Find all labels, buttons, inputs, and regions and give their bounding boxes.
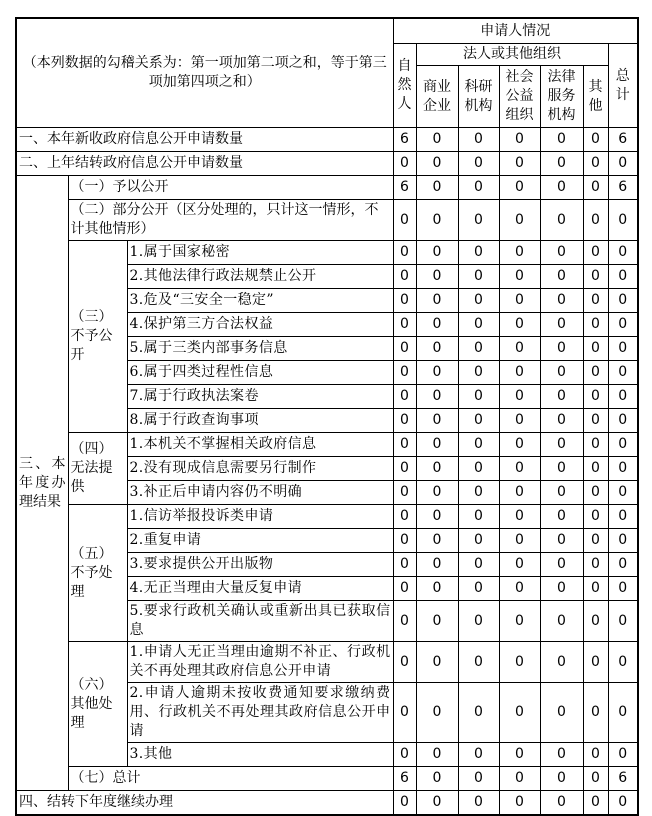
value-cell: 0 <box>499 743 540 767</box>
org-column-header-public-welfare: 社会公益组织 <box>499 66 540 128</box>
value-cell: 0 <box>458 683 499 743</box>
value-cell: 0 <box>499 457 540 481</box>
value-cell: 0 <box>458 577 499 601</box>
value-cell: 0 <box>499 289 540 313</box>
value-cell: 0 <box>540 241 583 265</box>
item-label-cell: 3.补正后申请内容仍不明确 <box>127 481 393 505</box>
value-cell: 0 <box>583 409 608 433</box>
value-cell: 0 <box>540 642 583 683</box>
value-cell: 0 <box>393 241 416 265</box>
group-label-cell: （二）部分公开（区分处理的，只计这一情形，不计其他情形） <box>68 200 393 241</box>
value-cell: 0 <box>393 289 416 313</box>
value-cell: 0 <box>608 361 638 385</box>
value-cell: 0 <box>583 313 608 337</box>
table-row <box>16 433 638 457</box>
value-cell: 0 <box>499 553 540 577</box>
value-cell: 0 <box>499 409 540 433</box>
value-cell: 0 <box>416 577 458 601</box>
value-cell: 0 <box>458 289 499 313</box>
value-cell: 0 <box>583 577 608 601</box>
value-cell: 0 <box>393 601 416 642</box>
value-cell: 0 <box>583 529 608 553</box>
value-cell: 0 <box>393 791 416 816</box>
value-cell: 0 <box>583 289 608 313</box>
value-cell: 6 <box>393 128 416 152</box>
value-cell: 0 <box>583 505 608 529</box>
item-label-cell: 3.其他 <box>127 743 393 767</box>
value-cell: 0 <box>540 457 583 481</box>
value-cell: 0 <box>393 433 416 457</box>
item-label-cell: 1.申请人无正当理由逾期不补正、行政机关不再处理其政府信息公开申请 <box>127 642 393 683</box>
group-label-cell: （五）不予处理 <box>68 505 127 642</box>
item-label-cell: 3.危及“三安全一稳定” <box>127 289 393 313</box>
value-cell: 0 <box>608 289 638 313</box>
value-cell: 6 <box>608 767 638 791</box>
value-cell: 0 <box>499 176 540 200</box>
value-cell: 0 <box>416 409 458 433</box>
value-cell: 0 <box>540 553 583 577</box>
value-cell: 6 <box>608 176 638 200</box>
value-cell: 0 <box>583 128 608 152</box>
value-cell: 0 <box>416 743 458 767</box>
value-cell: 0 <box>583 642 608 683</box>
value-cell: 0 <box>416 200 458 241</box>
value-cell: 0 <box>393 529 416 553</box>
group-label-cell: （六）其他处理 <box>68 642 127 767</box>
value-cell: 0 <box>458 200 499 241</box>
value-cell: 0 <box>583 200 608 241</box>
value-cell: 0 <box>416 529 458 553</box>
value-cell: 0 <box>540 152 583 176</box>
value-cell: 0 <box>393 457 416 481</box>
value-cell: 0 <box>583 553 608 577</box>
value-cell: 0 <box>608 481 638 505</box>
table-row <box>16 152 638 176</box>
value-cell: 0 <box>608 433 638 457</box>
value-cell: 0 <box>583 457 608 481</box>
value-cell: 0 <box>416 241 458 265</box>
table-body <box>16 128 638 816</box>
info-disclosure-table <box>15 17 639 816</box>
item-label-cell: 1.本机关不掌握相关政府信息 <box>127 433 393 457</box>
value-cell: 0 <box>393 743 416 767</box>
value-cell: 0 <box>416 505 458 529</box>
value-cell: 0 <box>608 457 638 481</box>
group-label-cell: （四）无法提供 <box>68 433 127 505</box>
value-cell: 6 <box>608 128 638 152</box>
value-cell: 0 <box>416 337 458 361</box>
value-cell: 0 <box>393 152 416 176</box>
value-cell: 0 <box>458 529 499 553</box>
value-cell: 0 <box>458 361 499 385</box>
row-label-cell: 二、上年结转政府信息公开申请数量 <box>16 152 393 176</box>
value-cell: 0 <box>416 289 458 313</box>
value-cell: 0 <box>540 767 583 791</box>
item-label-cell: 5.要求行政机关确认或重新出具已获取信息 <box>127 601 393 642</box>
value-cell: 0 <box>499 683 540 743</box>
group-label-cell: （三）不予公开 <box>68 241 127 433</box>
value-cell: 0 <box>540 409 583 433</box>
value-cell: 0 <box>393 265 416 289</box>
item-label-cell: 2.其他法律行政法规禁止公开 <box>127 265 393 289</box>
value-cell: 0 <box>416 128 458 152</box>
org-column-header-business: 商业企业 <box>416 66 458 128</box>
value-cell: 0 <box>583 241 608 265</box>
value-cell: 0 <box>499 128 540 152</box>
value-cell: 0 <box>393 642 416 683</box>
value-cell: 0 <box>608 743 638 767</box>
item-label-cell: 2.没有现成信息需要另行制作 <box>127 457 393 481</box>
value-cell: 0 <box>499 361 540 385</box>
value-cell: 0 <box>608 529 638 553</box>
total-header: 总计 <box>608 44 638 128</box>
value-cell: 0 <box>393 683 416 743</box>
value-cell: 0 <box>393 577 416 601</box>
value-cell: 0 <box>608 409 638 433</box>
value-cell: 0 <box>393 337 416 361</box>
value-cell: 0 <box>608 601 638 642</box>
org-column-header-legal-service: 法律服务机构 <box>540 66 583 128</box>
value-cell: 0 <box>583 433 608 457</box>
item-label-cell: 1.信访举报投诉类申请 <box>127 505 393 529</box>
item-label-cell: 7.属于行政执法案卷 <box>127 385 393 409</box>
row-label-cell: 四、结转下年度继续办理 <box>16 791 393 816</box>
value-cell: 0 <box>499 529 540 553</box>
value-cell: 0 <box>608 200 638 241</box>
value-cell: 0 <box>583 385 608 409</box>
row-label-cell: 一、本年新收政府信息公开申请数量 <box>16 128 393 152</box>
value-cell: 0 <box>608 152 638 176</box>
value-cell: 0 <box>458 505 499 529</box>
value-cell: 0 <box>458 409 499 433</box>
table-row <box>16 241 638 265</box>
value-cell: 0 <box>393 313 416 337</box>
value-cell: 0 <box>393 481 416 505</box>
value-cell: 0 <box>458 385 499 409</box>
value-cell: 0 <box>540 791 583 816</box>
value-cell: 0 <box>499 642 540 683</box>
value-cell: 0 <box>608 577 638 601</box>
value-cell: 0 <box>540 128 583 152</box>
value-cell: 0 <box>416 601 458 642</box>
item-label-cell: 1.属于国家秘密 <box>127 241 393 265</box>
item-label-cell: 2.申请人逾期未按收费通知要求缴纳费用、行政机关不再处理其政府信息公开申请 <box>127 683 393 743</box>
value-cell: 0 <box>540 265 583 289</box>
value-cell: 0 <box>416 767 458 791</box>
value-cell: 0 <box>416 642 458 683</box>
applicant-situation-header: 申请人情况 <box>393 18 638 44</box>
table-row <box>16 642 638 683</box>
value-cell: 0 <box>540 361 583 385</box>
value-cell: 0 <box>458 743 499 767</box>
value-cell: 0 <box>583 743 608 767</box>
value-cell: 0 <box>540 601 583 642</box>
table-row <box>16 128 638 152</box>
value-cell: 0 <box>458 601 499 642</box>
value-cell: 0 <box>540 529 583 553</box>
section-label-cell: 三、本年度办理结果 <box>16 176 68 791</box>
legal-org-group-header: 法人或其他组织 <box>416 44 608 66</box>
value-cell: 0 <box>583 176 608 200</box>
value-cell: 6 <box>393 767 416 791</box>
item-label-cell: 3.要求提供公开出版物 <box>127 553 393 577</box>
value-cell: 0 <box>416 553 458 577</box>
value-cell: 0 <box>499 337 540 361</box>
value-cell: 0 <box>540 200 583 241</box>
value-cell: 0 <box>393 200 416 241</box>
value-cell: 0 <box>583 683 608 743</box>
header-row-applicant <box>16 18 638 44</box>
value-cell: 0 <box>499 791 540 816</box>
value-cell: 0 <box>540 683 583 743</box>
value-cell: 0 <box>608 241 638 265</box>
group-label-cell: （一）予以公开 <box>68 176 393 200</box>
value-cell: 0 <box>608 683 638 743</box>
table-row <box>16 767 638 791</box>
natural-person-header: 自然人 <box>393 44 416 128</box>
value-cell: 0 <box>540 481 583 505</box>
value-cell: 0 <box>499 601 540 642</box>
value-cell: 0 <box>416 457 458 481</box>
value-cell: 0 <box>458 152 499 176</box>
value-cell: 0 <box>583 601 608 642</box>
value-cell: 0 <box>583 791 608 816</box>
value-cell: 0 <box>458 791 499 816</box>
value-cell: 0 <box>416 176 458 200</box>
value-cell: 0 <box>608 337 638 361</box>
value-cell: 0 <box>458 337 499 361</box>
value-cell: 0 <box>458 313 499 337</box>
value-cell: 0 <box>540 743 583 767</box>
value-cell: 0 <box>416 361 458 385</box>
value-cell: 0 <box>583 767 608 791</box>
value-cell: 0 <box>540 385 583 409</box>
value-cell: 0 <box>458 241 499 265</box>
value-cell: 0 <box>499 152 540 176</box>
value-cell: 0 <box>499 385 540 409</box>
value-cell: 0 <box>608 791 638 816</box>
value-cell: 0 <box>540 313 583 337</box>
value-cell: 0 <box>499 505 540 529</box>
value-cell: 0 <box>458 642 499 683</box>
value-cell: 0 <box>393 361 416 385</box>
value-cell: 0 <box>458 176 499 200</box>
value-cell: 0 <box>416 152 458 176</box>
value-cell: 0 <box>416 385 458 409</box>
value-cell: 0 <box>458 481 499 505</box>
table-row <box>16 176 638 200</box>
value-cell: 0 <box>608 505 638 529</box>
value-cell: 0 <box>393 505 416 529</box>
table-header <box>16 18 638 128</box>
item-label-cell: 2.重复申请 <box>127 529 393 553</box>
value-cell: 0 <box>583 152 608 176</box>
value-cell: 0 <box>416 313 458 337</box>
value-cell: 0 <box>540 577 583 601</box>
value-cell: 0 <box>393 553 416 577</box>
value-cell: 0 <box>608 313 638 337</box>
value-cell: 0 <box>393 409 416 433</box>
value-cell: 0 <box>583 481 608 505</box>
value-cell: 0 <box>458 553 499 577</box>
org-column-header-other: 其他 <box>583 66 608 128</box>
value-cell: 0 <box>540 176 583 200</box>
value-cell: 0 <box>583 361 608 385</box>
value-cell: 0 <box>416 433 458 457</box>
value-cell: 0 <box>393 385 416 409</box>
value-cell: 0 <box>499 577 540 601</box>
value-cell: 0 <box>458 128 499 152</box>
item-label-cell: 8.属于行政查询事项 <box>127 409 393 433</box>
value-cell: 0 <box>499 767 540 791</box>
value-cell: 0 <box>499 200 540 241</box>
value-cell: 0 <box>540 433 583 457</box>
value-cell: 0 <box>416 791 458 816</box>
value-cell: 0 <box>499 481 540 505</box>
value-cell: 0 <box>499 265 540 289</box>
value-cell: 0 <box>608 642 638 683</box>
item-label-cell: 4.无正当理由大量反复申请 <box>127 577 393 601</box>
item-label-cell: 5.属于三类内部事务信息 <box>127 337 393 361</box>
table-row <box>16 505 638 529</box>
value-cell: 0 <box>608 265 638 289</box>
value-cell: 0 <box>416 481 458 505</box>
value-cell: 0 <box>499 241 540 265</box>
org-column-header-research: 科研机构 <box>458 66 499 128</box>
value-cell: 0 <box>458 433 499 457</box>
group-label-cell: （七）总计 <box>68 767 393 791</box>
value-cell: 0 <box>458 265 499 289</box>
table-row <box>16 791 638 816</box>
value-cell: 0 <box>540 289 583 313</box>
value-cell: 0 <box>499 313 540 337</box>
item-label-cell: 4.保护第三方合法权益 <box>127 313 393 337</box>
value-cell: 0 <box>608 385 638 409</box>
value-cell: 0 <box>540 337 583 361</box>
value-cell: 0 <box>416 683 458 743</box>
value-cell: 0 <box>608 553 638 577</box>
value-cell: 0 <box>458 767 499 791</box>
value-cell: 0 <box>583 265 608 289</box>
value-cell: 0 <box>540 505 583 529</box>
value-cell: 6 <box>393 176 416 200</box>
table-row <box>16 200 638 241</box>
item-label-cell: 6.属于四类过程性信息 <box>127 361 393 385</box>
value-cell: 0 <box>583 337 608 361</box>
reconciliation-note: （本列数据的勾稽关系为：第一项加第二项之和，等于第三项加第四项之和） <box>16 18 393 128</box>
value-cell: 0 <box>416 265 458 289</box>
value-cell: 0 <box>458 457 499 481</box>
value-cell: 0 <box>499 433 540 457</box>
